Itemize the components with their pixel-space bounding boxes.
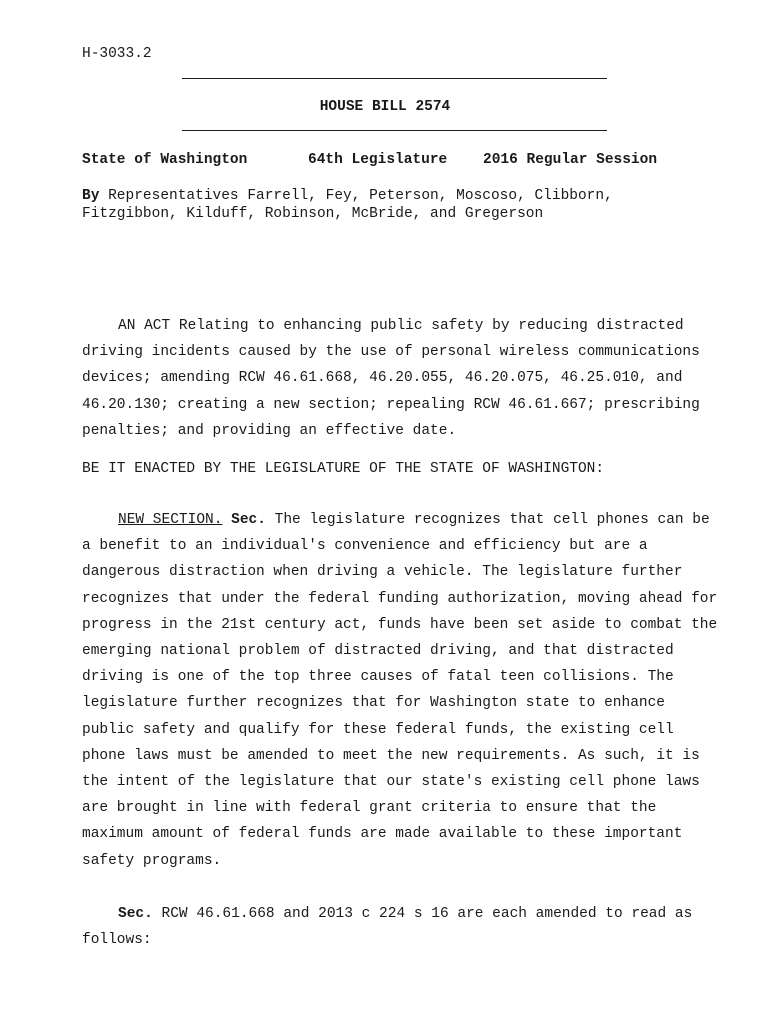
section-2-sec-label: Sec.: [118, 906, 153, 922]
section-1-paragraph: [82, 507, 722, 874]
top-rule: [182, 78, 607, 79]
new-section-label: NEW SECTION.: [118, 512, 223, 528]
by-label: By: [82, 188, 100, 204]
enacting-clause: BE IT ENACTED BY THE LEGISLATURE OF THE STATE OF WASHINGTON:: [82, 461, 605, 477]
section-2-paragraph: [82, 901, 722, 953]
sponsors-line-2: Fitzgibbon, Kilduff, Robinson, McBride, and Gregerson: [82, 206, 544, 222]
sponsors-line-1: [82, 188, 613, 204]
session-name: 2016 Regular Session: [483, 152, 658, 168]
bill-title: HOUSE BILL 2574: [319, 99, 451, 115]
act-text: AN ACT Relating to enhancing public safety by reducing distracted driving incidents caused by the use of personal wireless communications devices; amending RCW 46.61.668, 46.20.055, 46.20.075, 46.25.010, and 46.20.130; creating a new section; repealing RCW 46.61.667; prescribing penalties; and providing an effective date.: [82, 318, 700, 439]
bill-code: H-3033.2: [82, 46, 152, 62]
act-paragraph: [82, 313, 722, 444]
sponsors-text-1: Representatives Farrell, Fey, Peterson, Moscoso, Clibborn,: [108, 188, 613, 204]
section-1-text: The legislature recognizes that cell phones can be a benefit to an individual's convenience and efficiency but are a dangerous distraction when driving a vehicle. The legislature further recognizes that under the federal funding authorization, moving ahead for progress in the 21st century act, funds have been set aside to combat the emerging national problem of distracted driving, and that distracted driving is one of the top three causes of fatal teen collisions. The legislature further recognizes that for Washington state to enhance public safety and qualify for these federal funds, the existing cell phone laws must be amended to meet the new requirements. As such, it is the intent of the legislature that our state's existing cell phone laws are brought in line with federal grant criteria to ensure that the maximum amount of federal funds are made available to these important safety programs.: [82, 512, 718, 869]
legislature-number: 64th Legislature: [308, 152, 448, 168]
state-name: State of Washington: [82, 152, 248, 168]
bottom-rule: [182, 130, 607, 131]
section-2-text: RCW 46.61.668 and 2013 c 224 s 16 are each amended to read as follows:: [82, 906, 693, 949]
section-1-sec-label: Sec.: [231, 512, 266, 528]
